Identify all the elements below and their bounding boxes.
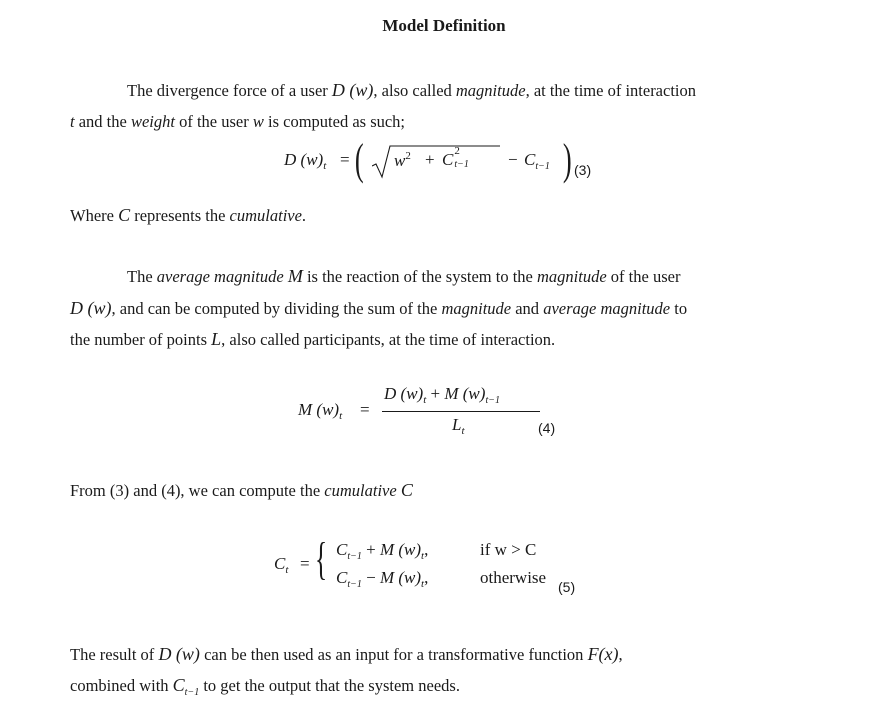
eq5-row2-expr: $C_{t-1} - M$ $(w)_t$,: [336, 568, 429, 590]
math-w: w: [252, 112, 264, 131]
text: .: [301, 206, 307, 225]
eq5-lhs: $C_t$: [274, 554, 289, 576]
eq5-row1-expr: $C_{t-1} + M$ $(w)_t$,: [336, 540, 429, 562]
eq3-left-paren: (: [354, 135, 364, 184]
text: can be then used as an input for a transformative function: [199, 645, 588, 664]
math-D-w: D (w): [158, 644, 200, 664]
paragraph-from-3-4: [70, 478, 413, 503]
math-M: M: [287, 266, 303, 286]
sqrt-symbol: [372, 144, 502, 180]
eq5-equals: =: [300, 554, 310, 573]
eq5-row2-condition: otherwise: [480, 568, 547, 587]
eq4-numerator: D $(w)_t + M$ $(w)_{t-1}$: [384, 384, 500, 406]
emphasis-magnitude: magnitude: [455, 81, 526, 100]
emphasis-magnitude: magnitude: [537, 267, 607, 286]
text: and: [511, 299, 544, 318]
text: , also called participants, at the time of interaction.: [221, 330, 556, 349]
eq4-fraction-bar: [382, 411, 540, 412]
eq4-lhs: M $(w)_t$: [298, 400, 343, 422]
emphasis-average-magnitude: average magnitude: [543, 299, 671, 318]
equation-number-5: (5): [558, 579, 576, 595]
eq5-row1-condition: if w > C: [480, 540, 537, 559]
equation-number-4: (4): [538, 420, 556, 436]
text: The divergence force of a user: [127, 81, 332, 100]
paragraph-average-line3: [70, 327, 555, 352]
text: of the user: [606, 267, 681, 286]
math-D-w: D (w): [331, 80, 374, 100]
emphasis-cumulative: cumulative: [324, 481, 397, 500]
math-t: t: [70, 112, 75, 131]
math-C: C: [400, 480, 413, 500]
text: , at the time of interaction: [525, 81, 697, 100]
text: , and can be computed by dividing the sum of the: [111, 299, 442, 318]
text: the number of points: [70, 330, 212, 349]
emphasis-magnitude: magnitude: [441, 299, 512, 318]
eq4-denominator: $L_t$: [452, 415, 465, 437]
math-D-w: D (w): [70, 298, 112, 318]
equation-5: [274, 533, 594, 602]
paragraph-result-line2: [70, 673, 460, 705]
paragraph-result-line1: [70, 642, 623, 667]
eq3-equals: =: [340, 150, 350, 169]
text: From (3) and (4), we can compute the: [70, 481, 325, 500]
text: is the reaction of the system to the: [302, 267, 537, 286]
equation-number-3: (3): [574, 162, 592, 178]
text: The result of: [70, 645, 159, 664]
emphasis-average-magnitude: average magnitude: [156, 267, 284, 286]
math-L: L: [211, 329, 222, 349]
math-C-prev: $C_{t-1}$: [172, 675, 200, 698]
eq3-C-prev: $C_{t-1}$: [524, 150, 550, 172]
equation-4: [298, 384, 568, 444]
text: , also called: [373, 81, 456, 100]
text: represents the: [130, 206, 230, 225]
page-title: Model Definition: [382, 16, 506, 35]
eq3-right-paren: ): [562, 135, 572, 184]
text: combined with: [70, 676, 173, 695]
text: The: [127, 267, 157, 286]
text: is computed as such;: [263, 112, 406, 131]
text: to: [670, 299, 688, 318]
paragraph-average-line1: [127, 264, 680, 289]
emphasis-weight: weight: [130, 112, 175, 131]
eq5-left-brace: {: [314, 533, 328, 584]
eq4-equals: =: [360, 400, 370, 419]
text: and the: [74, 112, 131, 131]
eq3-plus: +: [425, 150, 435, 169]
text: to get the output that the system needs.: [199, 676, 460, 695]
text: Where: [70, 206, 119, 225]
paragraph-divergence-line2: [70, 110, 405, 134]
emphasis-cumulative: cumulative: [229, 206, 302, 225]
paragraph-average-line2: [70, 296, 687, 321]
math-F-x: F(x): [587, 644, 619, 664]
math-C: C: [118, 205, 131, 225]
eq3-minus: −: [508, 150, 518, 169]
eq3-w-squared: $w^2$: [394, 150, 411, 170]
eq3-lhs: D $(w)_t$: [284, 150, 327, 172]
eq3-C-squared: C 2 t−1: [442, 145, 469, 170]
text: ,: [618, 645, 623, 664]
paragraph-divergence-line1: [127, 78, 696, 103]
paragraph-where-C: [70, 203, 306, 228]
text: of the user: [174, 112, 253, 131]
